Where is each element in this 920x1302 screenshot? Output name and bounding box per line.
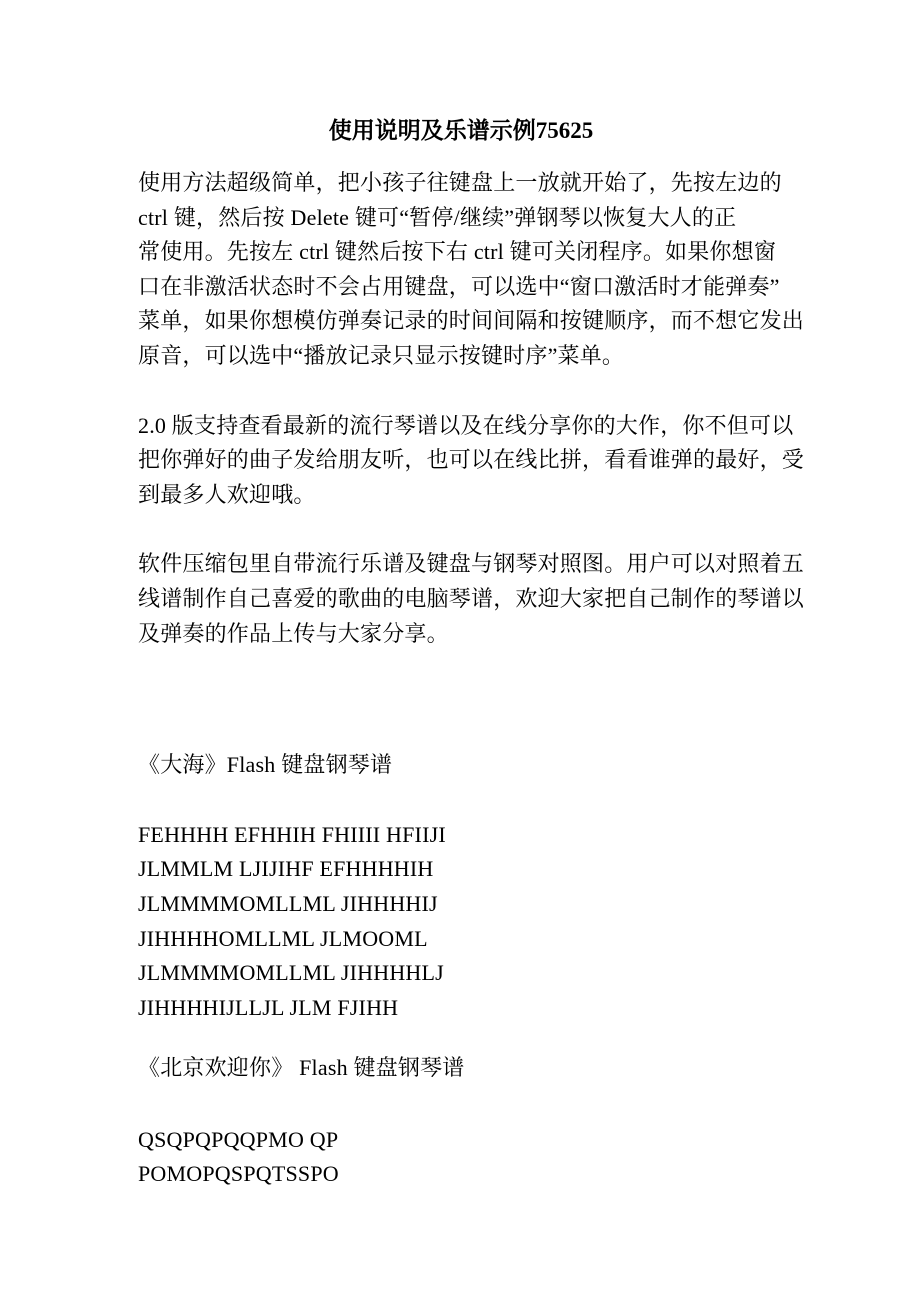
paragraph-line: 到最多人欢迎哦。 (138, 481, 316, 507)
paragraph-line: ctrl 键，然后按 Delete 键可“暂停/继续”弹钢琴以恢复大人的正 (138, 204, 737, 230)
score-line: JIHHHHOMLLML JLMOOML (138, 925, 428, 951)
paragraph-line: 口在非激活状态时不会占用键盘，可以选中“窗口激活时才能弹奏” (138, 273, 780, 299)
score-heading-beijing: 《北京欢迎你》 Flash 键盘钢琴谱 (138, 1055, 465, 1081)
score-line: POMOPQSPQTSSPO (138, 1161, 339, 1187)
score-line: JLMMMMOMLLML JIHHHHIJ (138, 890, 438, 916)
paragraph-line: 原音，可以选中“播放记录只显示按键时序”菜单。 (138, 342, 625, 368)
paragraph-line: 及弹奏的作品上传与大家分享。 (138, 620, 449, 646)
score-line: JLMMLM LJIJIHF EFHHHHIH (138, 856, 434, 882)
score-line: JIHHHHIJLLJL JLM FJIHH (138, 994, 399, 1020)
score-line: JLMMMMOMLLML JIHHHHLJ (138, 960, 444, 986)
score-lines-dahai (138, 818, 784, 1026)
paragraph-line: 使用方法超级简单，把小孩子往键盘上一放就开始了，先按左边的 (138, 170, 782, 195)
score-line: QSQPQPQQPMO QP (138, 1126, 339, 1152)
paragraph-line: 把你弹好的曲子发给朋友听，也可以在线比拼，看看谁弹的最好，受 (138, 447, 805, 473)
score-heading-dahai: 《大海》Flash 键盘钢琴谱 (138, 752, 393, 778)
paragraph-package-contents (138, 547, 805, 651)
paragraph-version-2-features (138, 409, 805, 513)
paragraph-usage-instructions (138, 166, 805, 374)
score-line: FEHHHH EFHHIH FHIIII HFIIJI (138, 821, 446, 847)
score-lines-beijing (138, 1123, 784, 1192)
paragraph-line: 线谱制作自己喜爱的歌曲的电脑琴谱，欢迎大家把自己制作的琴谱以 (138, 585, 805, 611)
paragraph-line: 常使用。先按左 ctrl 键然后按下右 ctrl 键可关闭程序。如果你想窗 (138, 239, 777, 265)
document-title: 使用说明及乐谱示例75625 (328, 118, 594, 143)
paragraph-line: 2.0 版支持查看最新的流行琴谱以及在线分享你的大作，你不但可以 (138, 412, 794, 438)
paragraph-line: 软件压缩包里自带流行乐谱及键盘与钢琴对照图。用户可以对照着五 (138, 551, 805, 577)
paragraph-line: 菜单，如果你想模仿弹奏记录的时间间隔和按键顺序，而不想它发出 (138, 308, 805, 334)
